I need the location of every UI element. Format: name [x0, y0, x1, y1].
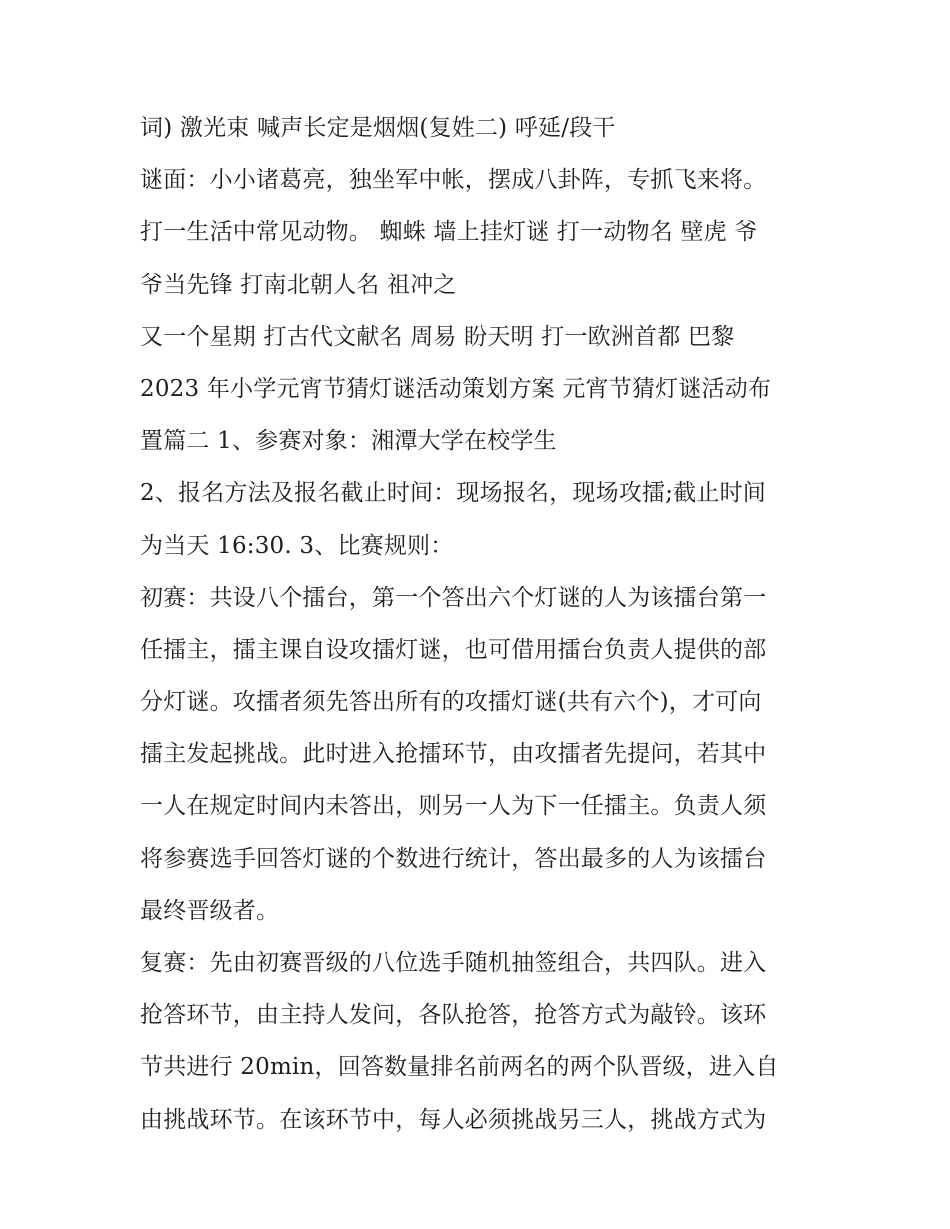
text-line: 为当天 16:30. 3、比赛规则： [140, 532, 454, 559]
text-line: 一人在规定时间内未答出，则另一人为下一任擂主。负责人须 [140, 793, 767, 820]
text-line: 2023 年小学元宵节猜灯谜活动策划方案 元宵节猜灯谜活动布 [140, 375, 772, 402]
text-line: 最终晋级者。 [140, 897, 280, 924]
text-line: 任擂主，擂主课自设攻擂灯谜，也可借用擂台负责人提供的部 [140, 636, 767, 663]
text-line: 擂主发起挑战。此时进入抢擂环节，由攻擂者先提问，若其中 [140, 741, 767, 768]
text-line: 置篇二 1、参赛对象：湘潭大学在校学生 [140, 428, 557, 455]
text-line: 打一生活中常见动物。 蜘蛛 墙上挂灯谜 打一动物名 壁虎 爷 [140, 219, 758, 246]
text-line: 节共进行 20min，回答数量排名前两名的两个队晋级，进入自 [140, 1054, 779, 1081]
text-line: 2、报名方法及报名截止时间：现场报名，现场攻擂;截止时间 [140, 480, 766, 507]
text-line: 将参赛选手回答灯谜的个数进行统计，答出最多的人为该擂台 [140, 845, 767, 872]
text-line: 初赛：共设八个擂台，第一个答出六个灯谜的人为该擂台第一 [140, 584, 767, 611]
text-line: 复赛：先由初赛晋级的八位选手随机抽签组合，共四队。进入 [140, 950, 767, 976]
text-line: 分灯谜。攻擂者须先答出所有的攻擂灯谜(共有六个)，才可向 [140, 689, 762, 716]
text-line: 爷当先锋 打南北朝人名 祖冲之 [140, 271, 457, 298]
text-line: 抢答环节，由主持人发问，各队抢答，抢答方式为敲铃。该环 [140, 1002, 767, 1029]
text-line: 由挑战环节。在该环节中，每人必须挑战另三人，挑战方式为 [140, 1106, 767, 1133]
text-line: 谜面：小小诸葛亮，独坐军中帐，摆成八卦阵，专抓飞来将。 [140, 167, 767, 194]
text-line: 又一个星期 打古代文献名 周易 盼天明 打一欧洲首都 巴黎 [140, 323, 735, 350]
text-line: 词) 激光束 喊声长定是烟烟(复姓二) 呼延/段干 [140, 115, 616, 141]
document-body [140, 108, 820, 1152]
